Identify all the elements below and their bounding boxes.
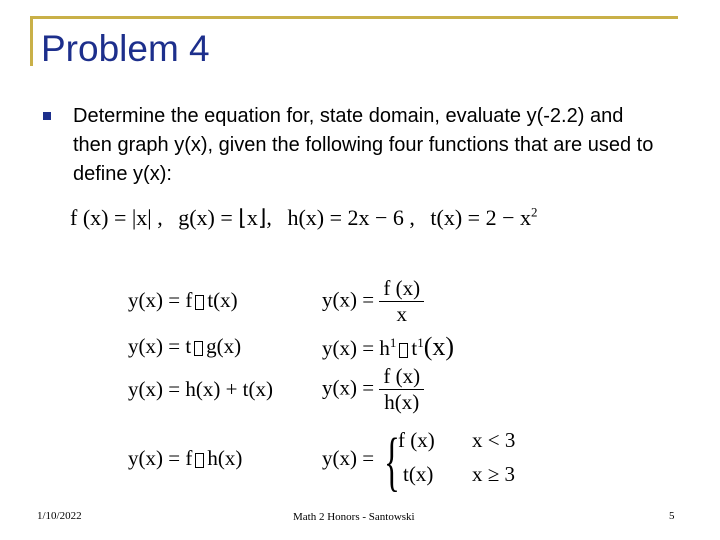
fraction-numerator: f (x) xyxy=(379,276,424,302)
equation-quotient-f-h xyxy=(322,364,424,415)
composition-placeholder-icon xyxy=(195,295,204,310)
eq6-superscript: 1 xyxy=(389,335,397,350)
bullet-text: Determine the equation for, state domain, evaluate y(-2.2) and then graph y(x), given the following four functions that are used to define y(x): xyxy=(73,105,654,185)
composition-placeholder-icon xyxy=(194,341,203,356)
fraction-numerator: f (x) xyxy=(379,364,424,390)
footer-page-number: 5 xyxy=(669,510,675,522)
def-t-base: t(x) = 2 − x xyxy=(430,205,531,231)
eq1-left: y(x) = f xyxy=(128,288,193,312)
eq7-prefix: y(x) = xyxy=(322,375,375,400)
piecewise-case-1-condition: x < 3 xyxy=(472,428,516,452)
eq6-superscript: 1 xyxy=(417,335,424,350)
def-f: f (x) = |x| , xyxy=(70,205,163,231)
eq2-right: g(x) xyxy=(206,334,242,358)
piecewise-case-1-function: f (x) xyxy=(398,428,435,452)
bullet-square-icon xyxy=(43,112,51,120)
composition-placeholder-icon xyxy=(195,453,204,468)
eq2-left: y(x) = t xyxy=(128,334,192,358)
fraction-denominator: h(x) xyxy=(384,390,420,414)
equation-quotient-f-x xyxy=(322,276,424,327)
piecewise-brace-icon: { xyxy=(384,425,400,498)
eq4-left: y(x) = f xyxy=(128,446,193,470)
slide-title: Problem 4 xyxy=(41,28,210,69)
piecewise-case-2-condition: x ≥ 3 xyxy=(472,462,516,486)
equation-sum-h-t: y(x) = h(x) + t(x) xyxy=(128,377,273,401)
def-t-exponent: 2 xyxy=(531,205,538,220)
equation-piecewise-prefix: y(x) = xyxy=(322,446,375,470)
equation-inverse-composition xyxy=(322,332,454,362)
fraction xyxy=(379,364,424,415)
equation-composition-f-h xyxy=(128,446,242,471)
footer-date: 1/10/2022 xyxy=(37,510,82,522)
eq6-middle: t xyxy=(411,336,418,360)
eq1-right: t(x) xyxy=(207,288,238,312)
composition-placeholder-icon xyxy=(399,343,408,358)
footer-course: Math 2 Honors - Santowski xyxy=(293,511,415,523)
eq6-end: (x) xyxy=(423,332,455,361)
fraction xyxy=(379,276,424,327)
title-frame-top-line xyxy=(30,16,678,19)
eq4-right: h(x) xyxy=(207,446,243,470)
piecewise-case-2-function: t(x) xyxy=(403,462,434,486)
title-frame-left-line xyxy=(30,16,33,66)
def-h: h(x) = 2x − 6 , xyxy=(287,205,415,231)
equation-composition-f-t xyxy=(128,288,238,313)
def-t xyxy=(430,205,537,230)
function-definitions xyxy=(70,205,548,231)
equation-composition-t-g xyxy=(128,334,241,359)
eq5-prefix: y(x) = xyxy=(322,287,375,312)
eq6-prefix: y(x) = h xyxy=(322,336,390,360)
def-g: g(x) = ⌊x⌋, xyxy=(178,205,272,231)
fraction-denominator: x xyxy=(396,302,407,326)
